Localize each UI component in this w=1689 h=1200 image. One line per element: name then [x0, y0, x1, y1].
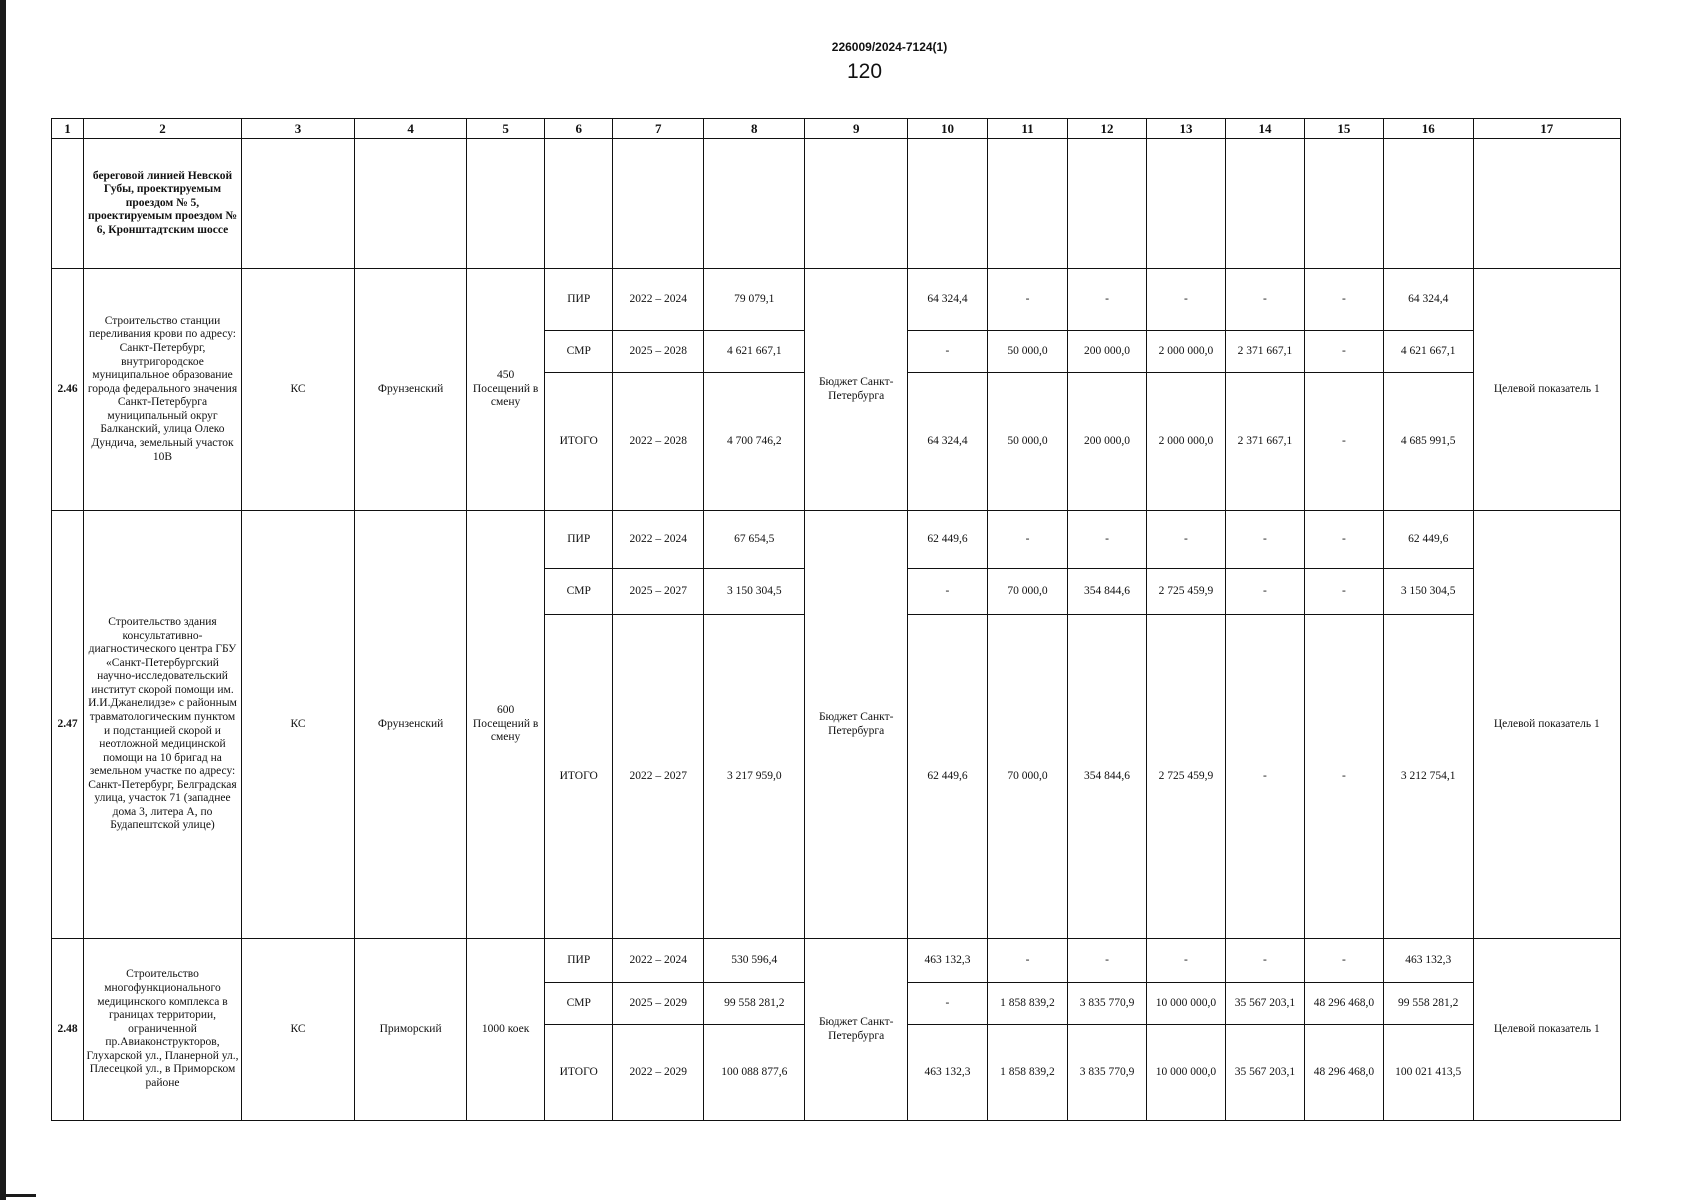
period: 2025 – 2028: [613, 331, 704, 373]
period: 2025 – 2027: [613, 569, 704, 615]
value-col10: -: [907, 983, 987, 1025]
value-col10: -: [907, 331, 987, 373]
funding-source: Бюджет Санкт-Петербурга: [805, 939, 907, 1121]
value-col12: 200 000,0: [1068, 331, 1147, 373]
period: 2022 – 2024: [613, 939, 704, 983]
value-col16: 4 621 667,1: [1383, 331, 1473, 373]
value-col14: -: [1225, 939, 1304, 983]
value-col12: -: [1068, 269, 1147, 331]
cell-empty: [355, 139, 467, 269]
value-col11: -: [987, 511, 1067, 569]
stage: ИТОГО: [545, 615, 613, 939]
period: 2022 – 2027: [613, 615, 704, 939]
period: 2025 – 2029: [613, 983, 704, 1025]
cell-empty: [907, 139, 987, 269]
col-num: 14: [1225, 119, 1304, 139]
value-col12: -: [1068, 939, 1147, 983]
period: 2022 – 2024: [613, 269, 704, 331]
funding-source: Бюджет Санкт-Петербурга: [805, 511, 907, 939]
col-num: 11: [987, 119, 1067, 139]
cell-empty: [704, 139, 805, 269]
row-number: 2.46: [52, 269, 84, 511]
value-col10: 64 324,4: [907, 373, 987, 511]
value-col15: -: [1304, 569, 1383, 615]
stage: ПИР: [545, 269, 613, 331]
value-col10: -: [907, 569, 987, 615]
value-col14: 2 371 667,1: [1225, 331, 1304, 373]
value-col11: 70 000,0: [987, 615, 1067, 939]
object-type: КС: [241, 269, 354, 511]
investment-program-table: [51, 118, 1621, 1121]
value-col14: -: [1225, 569, 1304, 615]
value-col16: 99 558 281,2: [1383, 983, 1473, 1025]
total-cost: 99 558 281,2: [704, 983, 805, 1025]
page-number: 120: [846, 60, 883, 83]
col-num: 13: [1146, 119, 1225, 139]
total-cost: 4 621 667,1: [704, 331, 805, 373]
value-col13: 2 000 000,0: [1146, 331, 1225, 373]
period: 2022 – 2029: [613, 1025, 704, 1121]
value-col14: 35 567 203,1: [1225, 983, 1304, 1025]
stage: ПИР: [545, 511, 613, 569]
value-col16: 62 449,6: [1383, 511, 1473, 569]
value-col11: 1 858 839,2: [987, 983, 1067, 1025]
value-col13: 10 000 000,0: [1146, 983, 1225, 1025]
col-num: 15: [1304, 119, 1383, 139]
scan-edge-bar: [0, 0, 6, 1200]
value-col13: -: [1146, 939, 1225, 983]
value-col16: 463 132,3: [1383, 939, 1473, 983]
col-num: 2: [84, 119, 242, 139]
total-cost: 100 088 877,6: [704, 1025, 805, 1121]
value-col15: -: [1304, 615, 1383, 939]
value-col12: 354 844,6: [1068, 569, 1147, 615]
cell-empty: [1225, 139, 1304, 269]
value-col12: 3 835 770,9: [1068, 1025, 1147, 1121]
value-col14: -: [1225, 615, 1304, 939]
total-cost: 530 596,4: [704, 939, 805, 983]
total-cost: 79 079,1: [704, 269, 805, 331]
col-num: 9: [805, 119, 907, 139]
cell-empty: [545, 139, 613, 269]
district: Фрунзенский: [355, 511, 467, 939]
capacity: 600 Посещений в смену: [467, 511, 545, 939]
value-col10: 463 132,3: [907, 939, 987, 983]
value-col13: 2 000 000,0: [1146, 373, 1225, 511]
value-col14: -: [1225, 269, 1304, 331]
value-col13: 2 725 459,9: [1146, 615, 1225, 939]
cell-empty: [1383, 139, 1473, 269]
value-col15: 48 296 468,0: [1304, 1025, 1383, 1121]
value-col11: 1 858 839,2: [987, 1025, 1067, 1121]
period: 2022 – 2028: [613, 373, 704, 511]
value-col10: 62 449,6: [907, 615, 987, 939]
cell-empty: [241, 139, 354, 269]
value-col11: 50 000,0: [987, 373, 1067, 511]
value-col13: 2 725 459,9: [1146, 569, 1225, 615]
col-num: 16: [1383, 119, 1473, 139]
district: Фрунзенский: [355, 269, 467, 511]
value-col15: -: [1304, 939, 1383, 983]
object-name: Строительство здания консультативно-диагностического центра ГБУ «Санкт-Петербургский научно-исследовательский институт скорой помощи им. И.И.Джанелидзе» с районным травматологическим пунктом и подстанцией скорой и неотложной медицинской помощи на 10 бригад на земельном участке по адресу: Санкт-Петербург, Белградская улица, участок 71 (западнее дома 3, литера А, по Будапештской улице): [84, 511, 242, 939]
cell-empty: [467, 139, 545, 269]
object-name: Строительство станции переливания крови по адресу: Санкт-Петербург, внутригородское муниципальное образование города федерального значения Санкт-Петербурга муниципальный округ Балканский, улица Олеко Дундича, земельный участок 10В: [84, 269, 242, 511]
value-col13: -: [1146, 269, 1225, 331]
col-num: 6: [545, 119, 613, 139]
object-name: Строительство многофункционального медицинского комплекса в границах территории, ограниченной пр.Авиаконструкторов, Глухарской ул., Планерной ул., Плесецкой ул., в Приморском районе: [84, 939, 242, 1121]
total-cost: 67 654,5: [704, 511, 805, 569]
funding-source: Бюджет Санкт-Петербурга: [805, 269, 907, 511]
col-num: 17: [1473, 119, 1620, 139]
value-col12: 354 844,6: [1068, 615, 1147, 939]
district: Приморский: [355, 939, 467, 1121]
capacity: 1000 коек: [467, 939, 545, 1121]
value-col10: 463 132,3: [907, 1025, 987, 1121]
table-row: [52, 939, 1621, 983]
capacity: 450 Посещений в смену: [467, 269, 545, 511]
target-indicator: Целевой показатель 1: [1473, 511, 1620, 939]
stage: ПИР: [545, 939, 613, 983]
cell-empty: [1473, 139, 1620, 269]
value-col14: 35 567 203,1: [1225, 1025, 1304, 1121]
object-name: береговой линией Невской Губы, проектируемым проездом № 5, проектируемым проездом № 6, Кронштадтским шоссе: [84, 139, 242, 269]
cell-empty: [1068, 139, 1147, 269]
col-num: 1: [52, 119, 84, 139]
cell-empty: [52, 139, 84, 269]
col-num: 10: [907, 119, 987, 139]
value-col13: 10 000 000,0: [1146, 1025, 1225, 1121]
value-col16: 3 150 304,5: [1383, 569, 1473, 615]
cell-empty: [805, 139, 907, 269]
total-cost: 3 150 304,5: [704, 569, 805, 615]
col-num: 3: [241, 119, 354, 139]
cell-empty: [1304, 139, 1383, 269]
column-number-row: [52, 119, 1621, 139]
cell-empty: [1146, 139, 1225, 269]
value-col13: -: [1146, 511, 1225, 569]
value-col16: 3 212 754,1: [1383, 615, 1473, 939]
row-number: 2.47: [52, 511, 84, 939]
col-num: 5: [467, 119, 545, 139]
stage: СМР: [545, 331, 613, 373]
value-col11: 50 000,0: [987, 331, 1067, 373]
value-col11: 70 000,0: [987, 569, 1067, 615]
cell-empty: [613, 139, 704, 269]
value-col15: -: [1304, 373, 1383, 511]
stage: ИТОГО: [545, 1025, 613, 1121]
table-row: [52, 511, 1621, 569]
total-cost: 4 700 746,2: [704, 373, 805, 511]
value-col15: 48 296 468,0: [1304, 983, 1383, 1025]
value-col12: 200 000,0: [1068, 373, 1147, 511]
value-col12: 3 835 770,9: [1068, 983, 1147, 1025]
table-row: [52, 269, 1621, 331]
cell-empty: [987, 139, 1067, 269]
period: 2022 – 2024: [613, 511, 704, 569]
value-col10: 64 324,4: [907, 269, 987, 331]
col-num: 4: [355, 119, 467, 139]
stage: СМР: [545, 983, 613, 1025]
value-col15: -: [1304, 269, 1383, 331]
object-type: КС: [241, 939, 354, 1121]
value-col11: -: [987, 939, 1067, 983]
stage: СМР: [545, 569, 613, 615]
value-col16: 4 685 991,5: [1383, 373, 1473, 511]
stage: ИТОГО: [545, 373, 613, 511]
continuation-row: [52, 139, 1621, 269]
value-col10: 62 449,6: [907, 511, 987, 569]
value-col11: -: [987, 269, 1067, 331]
document-id: 226009/2024-7124(1): [831, 40, 948, 54]
value-col14: 2 371 667,1: [1225, 373, 1304, 511]
total-cost: 3 217 959,0: [704, 615, 805, 939]
row-number: 2.48: [52, 939, 84, 1121]
col-num: 12: [1068, 119, 1147, 139]
value-col15: -: [1304, 511, 1383, 569]
value-col16: 100 021 413,5: [1383, 1025, 1473, 1121]
target-indicator: Целевой показатель 1: [1473, 939, 1620, 1121]
scan-bottom-mark: [0, 1194, 36, 1197]
value-col16: 64 324,4: [1383, 269, 1473, 331]
value-col12: -: [1068, 511, 1147, 569]
col-num: 7: [613, 119, 704, 139]
value-col14: -: [1225, 511, 1304, 569]
object-type: КС: [241, 511, 354, 939]
col-num: 8: [704, 119, 805, 139]
target-indicator: Целевой показатель 1: [1473, 269, 1620, 511]
value-col15: -: [1304, 331, 1383, 373]
